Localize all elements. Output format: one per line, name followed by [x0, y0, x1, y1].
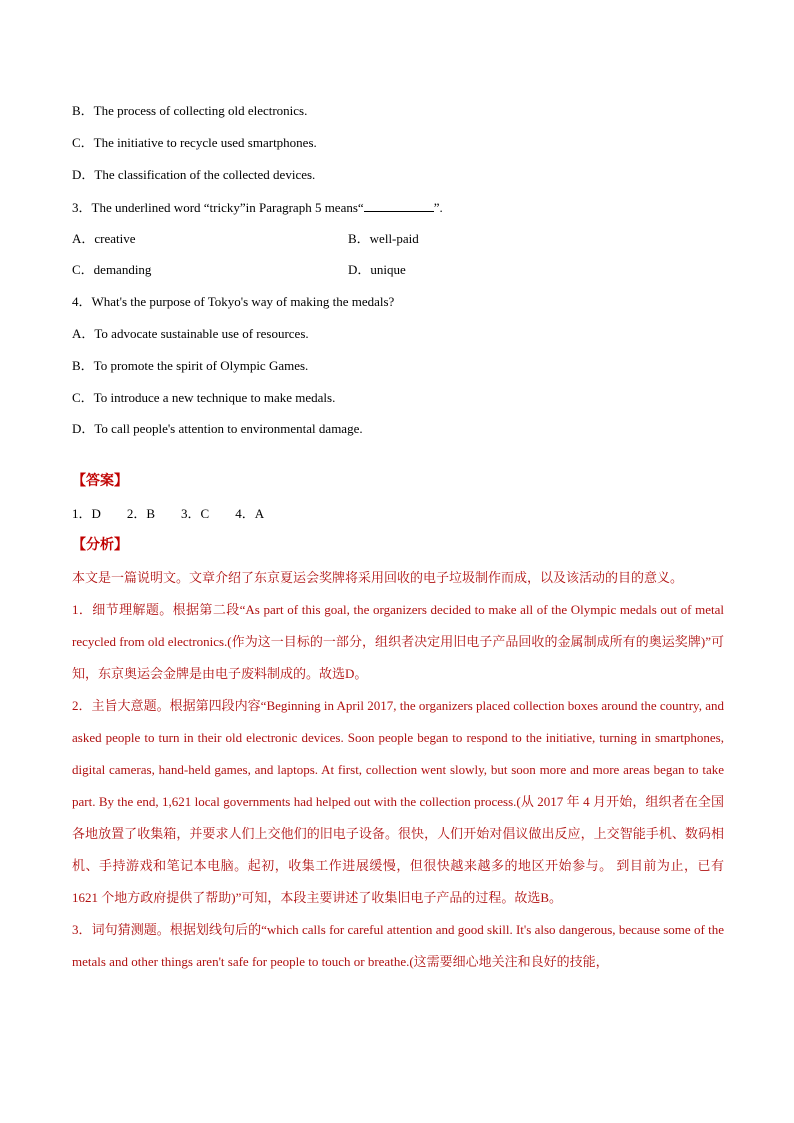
analysis-intro: 本文是一篇说明文。文章介绍了东京夏运会奖牌将采用回收的电子垃圾制作而成，以及该活动的目的意义。: [72, 570, 684, 585]
q3-option-d: D．unique: [348, 262, 406, 277]
q4-option-d: D．To call people's attention to environmental damage.: [72, 421, 363, 436]
analysis-q2: 2．主旨大意题。根据第四段内容“Beginning in April 2017, the organizers placed collection boxes around the country, and asked people to turn in their old electronic devices. Soon people began to respond to the initiative, turning in smartphones, digital cameras, hand-held games, and laptops. At first, collection went slowly, but soon more and more areas began to take part. By the end, 1,621 local governments had helped out with the collection process.(从 2017 年 4 月开始，组织者在全国各地放置了收集箱，并要求人们上交他们的旧电子设备。很快，人们开始对倡议做出反应，上交智能手机、数码相机、手持游戏和笔记本电脑。起初，收集工作进展缓慢，但很快越来越多的地区开始参与。 到目前为止，已有 1621 个地方政府提供了帮助)”可知，本段主要讲述了收集旧电子产品的过程。故选B。: [72, 698, 724, 905]
answer-label: 【答案】: [72, 473, 128, 489]
q2-option-c: C．The initiative to recycle used smartphones.: [72, 135, 317, 150]
analysis-q1: 1．细节理解题。根据第二段“As part of this goal, the organizers decided to make all of the Olympic medals out of metal recycled from old electronics.(作为这一目标的一部分，组织者决定用旧电子产品回收的金属制成所有的奥运奖牌)”可知，东京奥运会金牌是由电子废料制成的。故选D。: [72, 602, 724, 681]
q3-stem-before: 3．The underlined word “tricky”in Paragraph 5 means“: [72, 200, 364, 215]
q3-stem-after: ”.: [433, 200, 443, 215]
q3-stem: [72, 199, 443, 216]
q4-option-c: C．To introduce a new technique to make medals.: [72, 390, 336, 405]
q4-option-a: A．To advocate sustainable use of resources.: [72, 326, 309, 341]
q3-option-b: B．well-paid: [348, 231, 419, 246]
q2-option-b: B．The process of collecting old electronics.: [72, 103, 308, 118]
q4-stem: 4．What's the purpose of Tokyo's way of making the medals?: [72, 294, 395, 309]
answer-text: 1．D 2．B 3．C 4．A: [72, 506, 265, 521]
q4-option-b: B．To promote the spirit of Olympic Games.: [72, 358, 309, 373]
analysis-body: [72, 562, 724, 978]
q3-option-a: A．creative: [72, 231, 136, 246]
q3-blank: [364, 199, 434, 212]
analysis-q3: 3．词句猜测题。根据划线句后的“which calls for careful attention and good skill. It's also dangerous, because some of the metals and other things aren't safe for people to touch or breathe.(这需要细心地关注和良好的技能，: [72, 922, 724, 969]
analysis-label: 【分析】: [72, 537, 128, 553]
q3-option-c: C．demanding: [72, 262, 152, 277]
q2-option-d: D．The classification of the collected devices.: [72, 167, 316, 182]
